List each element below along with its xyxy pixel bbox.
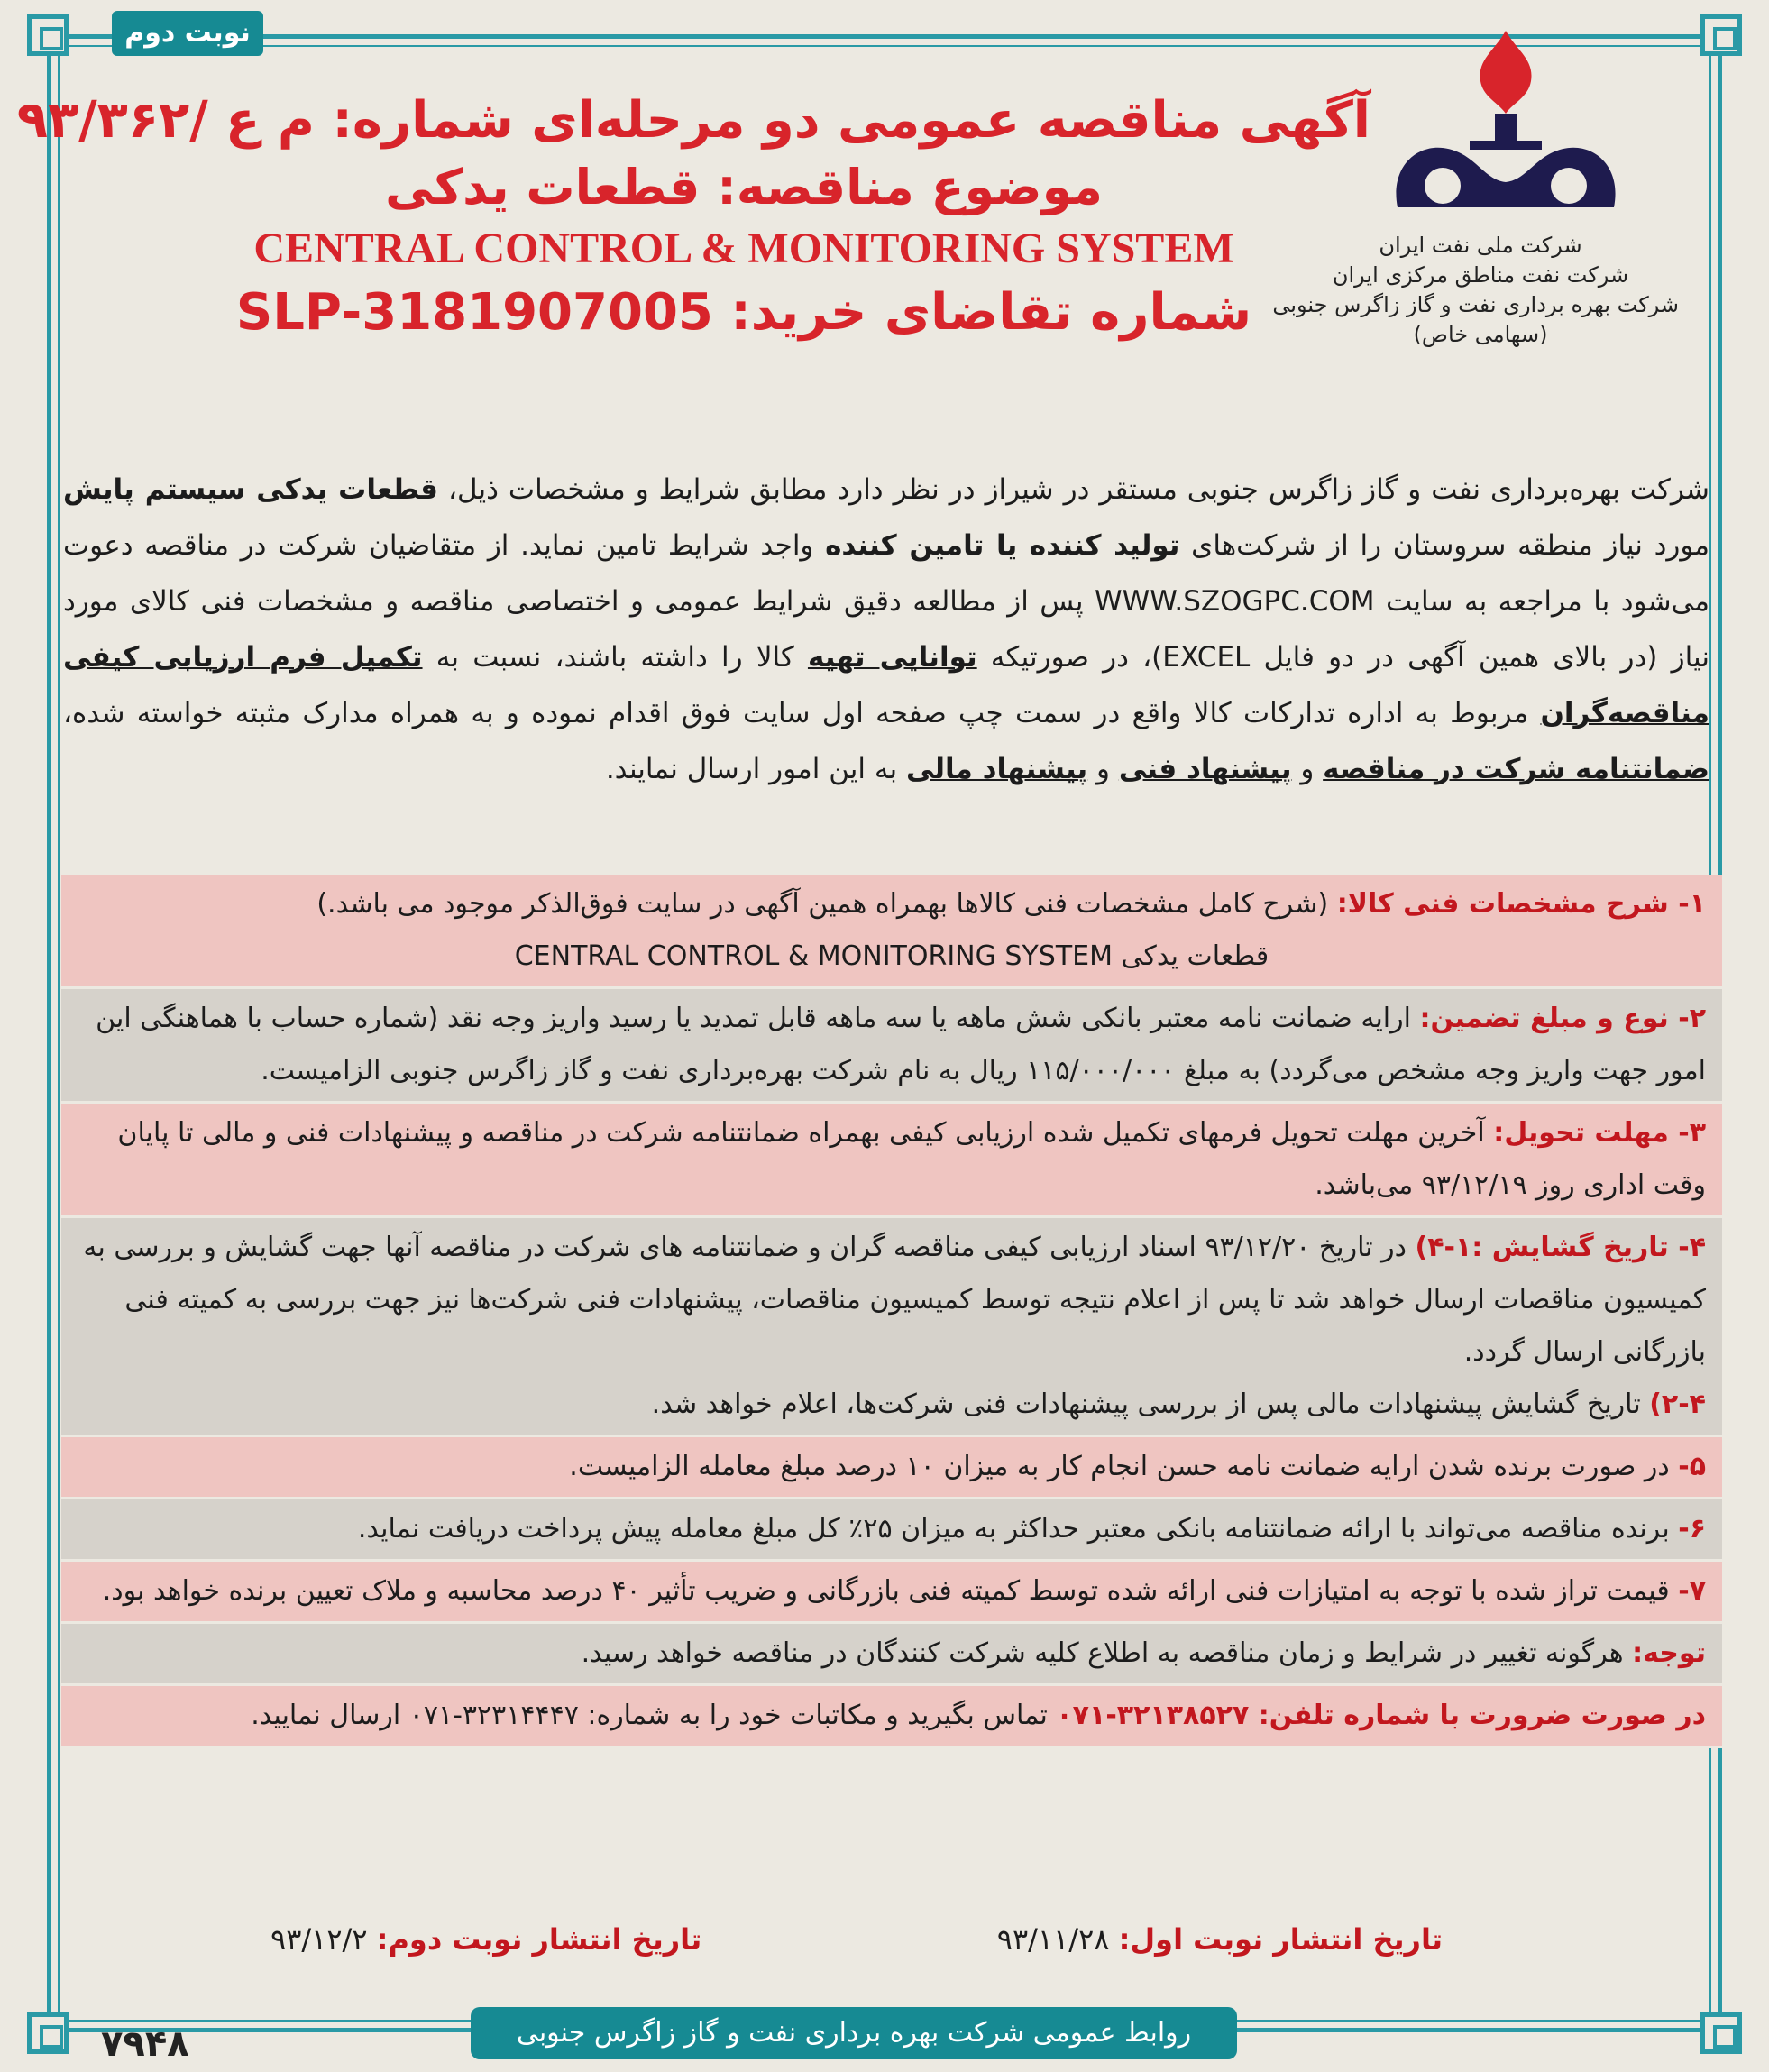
item-note bbox=[61, 1624, 1722, 1686]
item-technical-specs bbox=[61, 875, 1722, 989]
company-line: (سهامی خاص) bbox=[1413, 322, 1548, 347]
item-label: ۴- تاریخ گشایش :۱-۴) bbox=[1415, 1232, 1706, 1263]
conditions-list bbox=[61, 875, 1722, 1748]
company-line: شرکت ملی نفت ایران bbox=[1379, 233, 1582, 258]
item-subtext: قطعات یدکی CENTRAL CONTROL & MONITORING SYSTEM bbox=[514, 940, 1269, 972]
company-line: شرکت بهره برداری نفت و گاز زاگرس جنوبی bbox=[1272, 292, 1679, 317]
item-text: ارایه ضمانت نامه معتبر بانکی شش ماهه یا سه ماهه قابل تمدید یا رسید واریز وجه نقد (شماره حساب با هماهنگی این امور جهت واریز وجه مشخص می‌گردد) به مبلغ ۱۱۵/۰۰۰/۰۰۰ ریال به نام شرکت بهره‌برداری نفت و گاز زاگرس جنوبی الزامیست. bbox=[96, 1003, 1706, 1086]
item-text: برنده مناقصه می‌تواند با ارائه ضمانتنامه بانکی معتبر حداکثر به میزان ۲۵٪ کل مبلغ معامله پیش پرداخت دریافت نماید. bbox=[357, 1513, 1679, 1545]
intro-emphasis: ضمانتنامه شرکت در مناقصه bbox=[1323, 753, 1709, 785]
item-text: قیمت تراز شده با توجه به امتیازات فنی ارائه شده توسط کمیته فنی بازرگانی و ضریب تأثیر ۴۰ درصد محاسبه و ملاک تعیین برنده خواهد بود. bbox=[102, 1575, 1679, 1607]
item-text: تاریخ گشایش پیشنهادات مالی پس از بررسی پیشنهادات فنی شرکت‌ها، اعلام خواهد شد. bbox=[651, 1389, 1650, 1420]
company-line: شرکت نفت مناطق مرکزی ایران bbox=[1332, 262, 1629, 288]
item-prepayment bbox=[61, 1499, 1722, 1562]
item-text: (شرح کامل مشخصات فنی کالاها بهمراه همین آگهی در سایت فوق‌الذکر موجود می باشد.) bbox=[316, 888, 1337, 920]
item-performance-bond bbox=[61, 1437, 1722, 1499]
intro-emphasis: پیشنهاد مالی bbox=[906, 753, 1088, 785]
item-opening-date bbox=[61, 1218, 1722, 1437]
footer-public-relations: روابط عمومی شرکت بهره برداری نفت و گاز زاگرس جنوبی bbox=[471, 2007, 1237, 2059]
intro-emphasis: توانایی تهیه bbox=[807, 641, 977, 674]
item-label: در صورت ضرورت با شماره تلفن: ۳۲۱۳۸۵۲۷-۰۷۱ bbox=[1056, 1700, 1706, 1731]
item-text: در تاریخ ۹۳/۱۲/۲۰ اسناد ارزیابی کیفی مناقصه گران و ضمانتنامه های شرکت در مناقصه آنها جهت گشایش و بررسی به کمیسیون مناقصات ارسال خواهد شد تا پس از اعلام نتیجه توسط کمیسیون مناقصات، پیشنهادات فنی شرکت‌ها نیز جهت بررسی به کمیته فنی بازرگانی ارسال گردد. bbox=[83, 1232, 1706, 1368]
pub-label: تاریخ انتشار نوبت اول: bbox=[1118, 1922, 1443, 1957]
item-evaluation bbox=[61, 1562, 1722, 1624]
item-label: توجه: bbox=[1632, 1637, 1706, 1669]
edition-badge: نوبت دوم bbox=[112, 11, 263, 56]
intro-text: واجد شرایط تامین نماید. از متقاضیان شرکت در مناقصه دعوت می‌شود با مراجعه به سایت WWW.SZOGPC.COM پس از مطالعه دقیق شرایط عمومی و اختصاصی مناقصه و مشخصات فنی کالای مورد نیاز (در بالای همین آگهی در دو فایل EXCEL)، در صورتیکه bbox=[63, 529, 1710, 674]
intro-text: و bbox=[1291, 753, 1324, 785]
frame-corner-ornament bbox=[27, 14, 69, 56]
intro-emphasis: قطعات یدکی سیستم پایش bbox=[63, 473, 438, 506]
item-label: ۵- bbox=[1678, 1451, 1706, 1482]
item-text: در صورت برنده شدن ارایه ضمانت نامه حسن انجام کار به میزان ۱۰ درصد مبلغ معامله الزامیست. bbox=[569, 1451, 1679, 1482]
intro-paragraph bbox=[63, 462, 1709, 797]
intro-text: مربوط به اداره تدارکات کالا واقع در سمت چپ صفحه اول سایت فوق اقدام نموده و به همراه مدارک مثبته خواسته شده، bbox=[63, 697, 1541, 729]
system-name: CENTRAL CONTROL & MONITORING SYSTEM bbox=[253, 225, 1234, 272]
item-label: ۱- شرح مشخصات فنی کالا: bbox=[1336, 888, 1706, 920]
intro-text: کالا را داشته باشند، نسبت به bbox=[422, 641, 808, 674]
pub-date: ۹۳/۱۱/۲۸ bbox=[996, 1922, 1110, 1957]
intro-text: مورد نیاز منطقه سروستان را از شرکت‌های bbox=[1179, 529, 1709, 562]
intro-text: شرکت بهره‌برداری نفت و گاز زاگرس جنوبی مستقر در شیراز در نظر دارد مطابق شرایط و مشخصات ذیل، bbox=[437, 473, 1709, 506]
item-text: تماس بگیرید و مکاتبات خود را به شماره: ۳۲۳۱۴۴۴۷-۰۷۱ ارسال نمایید. bbox=[251, 1700, 1057, 1731]
purchase-request-number: شماره تقاضای خرید: SLP-3181907005 bbox=[235, 283, 1252, 342]
item-label: ۶- bbox=[1678, 1513, 1706, 1545]
item-label: ۷- bbox=[1678, 1575, 1706, 1607]
item-text: هرگونه تغییر در شرایط و زمان مناقصه به اطلاع کلیه شرکت کنندگان در مناقصه خواهد رسید. bbox=[581, 1637, 1633, 1669]
item-deadline bbox=[61, 1104, 1722, 1218]
intro-emphasis: تکمیل فرم ارزیابی کیفی مناقصه‌گران bbox=[63, 641, 1709, 729]
item-label: ۲-۴) bbox=[1649, 1389, 1706, 1420]
nioc-logo bbox=[1379, 27, 1632, 227]
second-publication bbox=[270, 1917, 701, 1962]
item-label: ۳- مهلت تحویل: bbox=[1493, 1117, 1706, 1149]
pub-date: ۹۳/۱۲/۲ bbox=[270, 1922, 368, 1957]
pub-label: تاریخ انتشار نوبت دوم: bbox=[376, 1922, 702, 1957]
item-text: آخرین مهلت تحویل فرمهای تکمیل شده ارزیابی کیفی بهمراه ضمانتنامه شرکت در مناقصه و پیشنهادات فنی و مالی تا پایان وقت اداری روز ۹۳/۱۲/۱۹ می‌باشد. bbox=[117, 1117, 1706, 1201]
ad-number: ۷۹۴۸ bbox=[101, 2023, 189, 2065]
intro-text: به این امور ارسال نمایند. bbox=[605, 753, 907, 785]
publication-dates bbox=[270, 1917, 1443, 1962]
item-label: ۲- نوع و مبلغ تضمین: bbox=[1419, 1003, 1706, 1034]
intro-emphasis: تولید کننده یا تامین کننده bbox=[825, 529, 1180, 562]
first-publication bbox=[997, 1917, 1443, 1962]
item-guarantee bbox=[61, 989, 1722, 1104]
tender-subject: موضوع مناقصه: قطعات یدکی bbox=[385, 159, 1103, 215]
tender-title: آگهی مناقصه عمومی دو مرحله‌ای شماره: م ع /۹۳/۳۶۲ bbox=[16, 91, 1370, 150]
frame-corner-ornament bbox=[27, 2012, 69, 2054]
title-block bbox=[16, 87, 1370, 348]
intro-text: و bbox=[1087, 753, 1119, 785]
item-contact-phone bbox=[61, 1686, 1722, 1748]
frame-corner-ornament bbox=[1700, 2012, 1742, 2054]
frame-corner-ornament bbox=[1700, 14, 1742, 56]
intro-emphasis: پیشنهاد فنی bbox=[1118, 753, 1292, 785]
